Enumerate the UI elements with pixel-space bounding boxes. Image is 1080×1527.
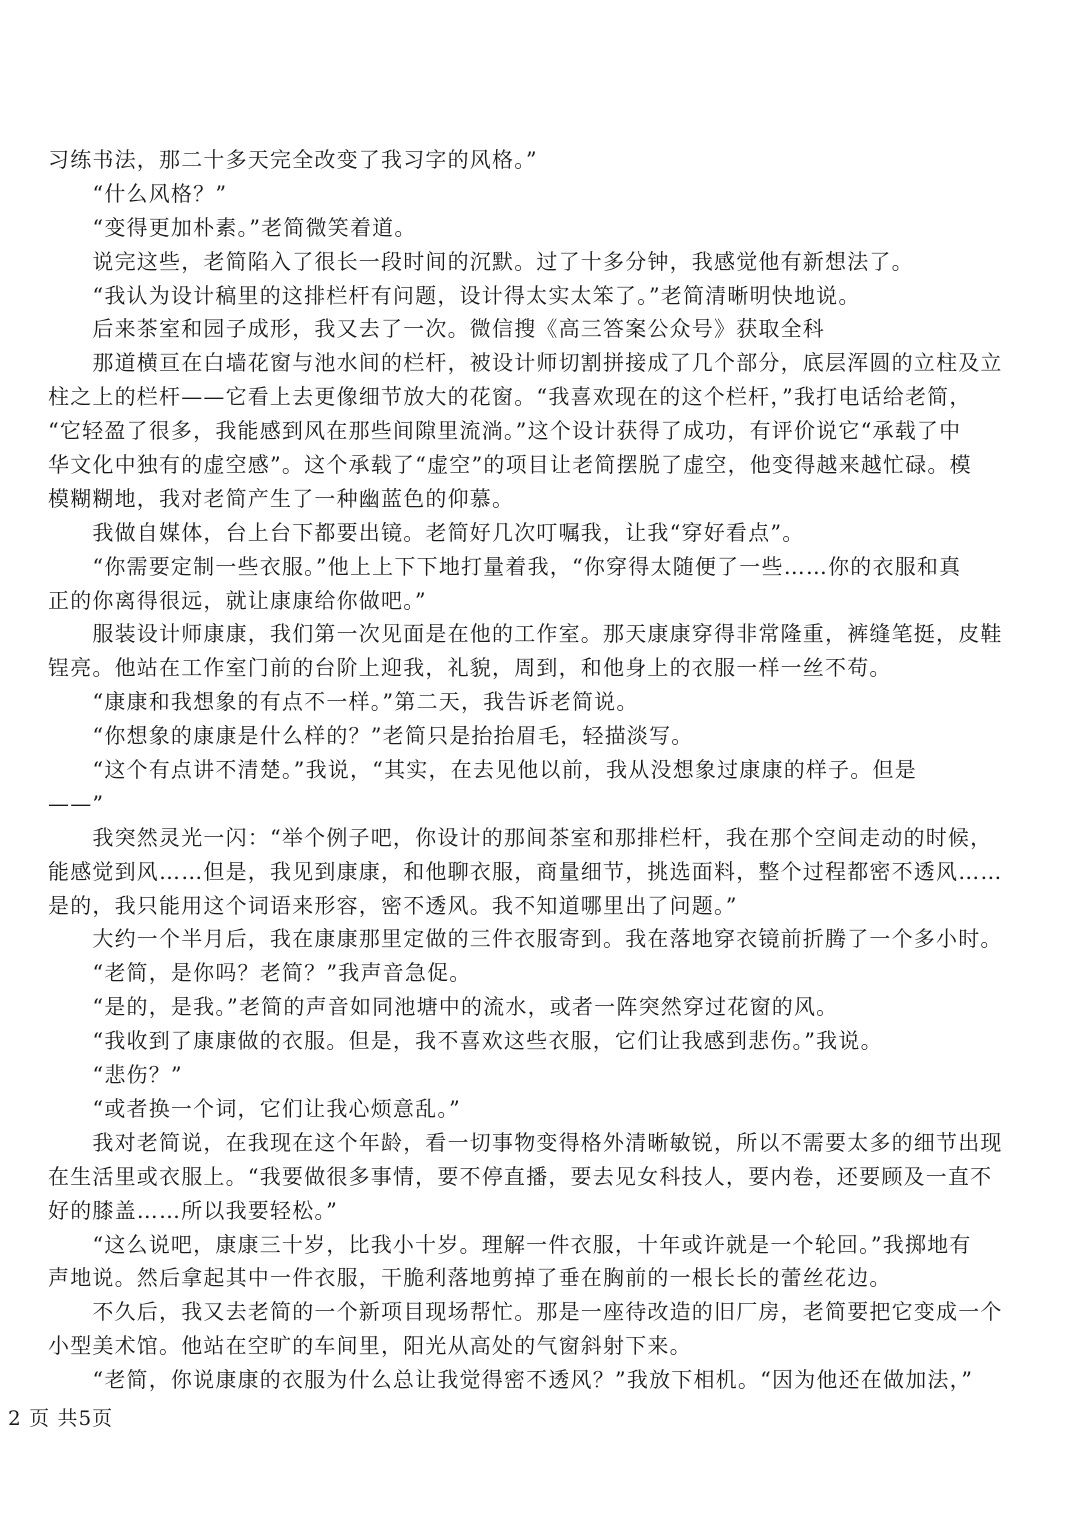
text-line: 那道横亘在白墙花窗与池水间的栏杆，被设计师切割拼接成了几个部分，底层浑圆的立柱及立 (48, 351, 1003, 376)
text-line: 柱之上的栏杆——它看上去更像细节放大的花窗。“我喜欢现在的这个栏杆，”我打电话给老简， (48, 385, 972, 410)
page-number: 2 页 共5页 (8, 1406, 114, 1430)
text-line: “悲伤？” (48, 1063, 183, 1088)
text-line: “你需要定制一些衣服。”他上上下下地打量着我，“你穿得太随便了一些……你的衣服和真 (48, 554, 962, 579)
text-line: “你想象的康康是什么样的？”老简只是抬抬眉毛，轻描淡写。 (48, 724, 694, 749)
text-line: 模糊糊地，我对老简产生了一种幽蓝色的仰慕。 (48, 486, 515, 511)
text-line: “老简，是你吗？老简？”我声音急促。 (48, 961, 472, 986)
text-line: “什么风格？” (48, 181, 228, 206)
text-line: “或者换一个词，它们让我心烦意乱。” (48, 1096, 461, 1121)
text-line: 后来茶室和园子成形，我又去了一次。微信搜《高三答案公众号》获取全科 (48, 317, 825, 342)
text-line: “变得更加朴素。”老简微笑着道。 (48, 215, 417, 240)
text-line: 大约一个半月后，我在康康那里定做的三件衣服寄到。我在落地穿衣镜前折腾了一个多小时。 (48, 927, 1003, 952)
text-line: 不久后，我又去老简的一个新项目现场帮忙。那是一座待改造的旧厂房，老简要把它变成一个 (48, 1300, 1003, 1325)
text-line: “老简，你说康康的衣服为什么总让我觉得密不透风？”我放下相机。“因为他还在做加法，” (48, 1368, 974, 1393)
text-line: “康康和我想象的有点不一样。”第二天，我告诉老简说。 (48, 690, 639, 715)
text-line: 说完这些，老简陷入了很长一段时间的沉默。过了十多分钟，我感觉他有新想法了。 (48, 249, 914, 274)
text-line: 习练书法，那二十多天完全改变了我习字的风格。” (48, 148, 538, 172)
text-line: 我对老简说，在我现在这个年龄，看一切事物变得格外清晰敏锐，所以不需要太多的细节出现 (48, 1130, 1003, 1155)
text-line: “这个有点讲不清楚。”我说，“其实，在去见他以前，我从没想象过康康的样子。但是 (48, 758, 917, 783)
text-line: 华文化中独有的虚空感”。这个承载了“虚空”的项目让老简摆脱了虚空，他变得越来越忙碌。模 (48, 453, 972, 478)
text-line: 我做自媒体，台上台下都要出镜。老简好几次叮嘱我，让我“穿好看点”。 (48, 520, 805, 545)
text-line: 正的你离得很远，就让康康给你做吧。” (48, 588, 427, 613)
body-text (48, 144, 1008, 1398)
text-line: 好的膝盖……所以我要轻松。” (48, 1198, 339, 1223)
text-line: “我收到了康康做的衣服。但是，我不喜欢这些衣服，它们让我感到悲伤。”我说。 (48, 1029, 883, 1054)
text-line: “是的，是我。”老简的声音如同池塘中的流水，或者一阵突然穿过花窗的风。 (48, 995, 839, 1020)
text-line: 是的，我只能用这个词语来形容，密不透风。我不知道哪里出了问题。” (48, 893, 738, 918)
text-line: “它轻盈了很多，我能感到风在那些间隙里流淌。”这个设计获得了成功，有评价说它“承载了中 (48, 419, 962, 444)
text-line: 我突然灵光一闪：“举个例子吧，你设计的那间茶室和那排栏杆，我在那个空间走动的时候， (48, 825, 993, 850)
text-line: 能感觉到风……但是，我见到康康，和他聊衣服，商量细节，挑选面料，整个过程都密不透风…… (48, 859, 1003, 884)
text-line: 小型美术馆。他站在空旷的车间里，阳光从高处的气窗斜射下来。 (48, 1334, 692, 1359)
text-line: “这么说吧，康康三十岁，比我小十岁。理解一件衣服，十年或许就是一个轮回。”我掷地有 (48, 1232, 972, 1257)
text-line: 锃亮。他站在工作室门前的台阶上迎我，礼貌，周到，和他身上的衣服一样一丝不苟。 (48, 656, 892, 681)
text-line: 服装设计师康康，我们第一次见面是在他的工作室。那天康康穿得非常隆重，裤缝笔挺，皮鞋 (48, 622, 1003, 647)
text-line: “我认为设计稿里的这排栏杆有问题，设计得太实太笨了。”老简清晰明快地说。 (48, 283, 861, 308)
text-line: 声地说。然后拿起其中一件衣服，干脆利落地剪掉了垂在胸前的一根长长的蕾丝花边。 (48, 1266, 892, 1291)
text-line: ——” (48, 791, 105, 816)
text-line: 在生活里或衣服上。“我要做很多事情，要不停直播，要去见女科技人，要内卷，还要顾及一直不 (48, 1164, 993, 1189)
